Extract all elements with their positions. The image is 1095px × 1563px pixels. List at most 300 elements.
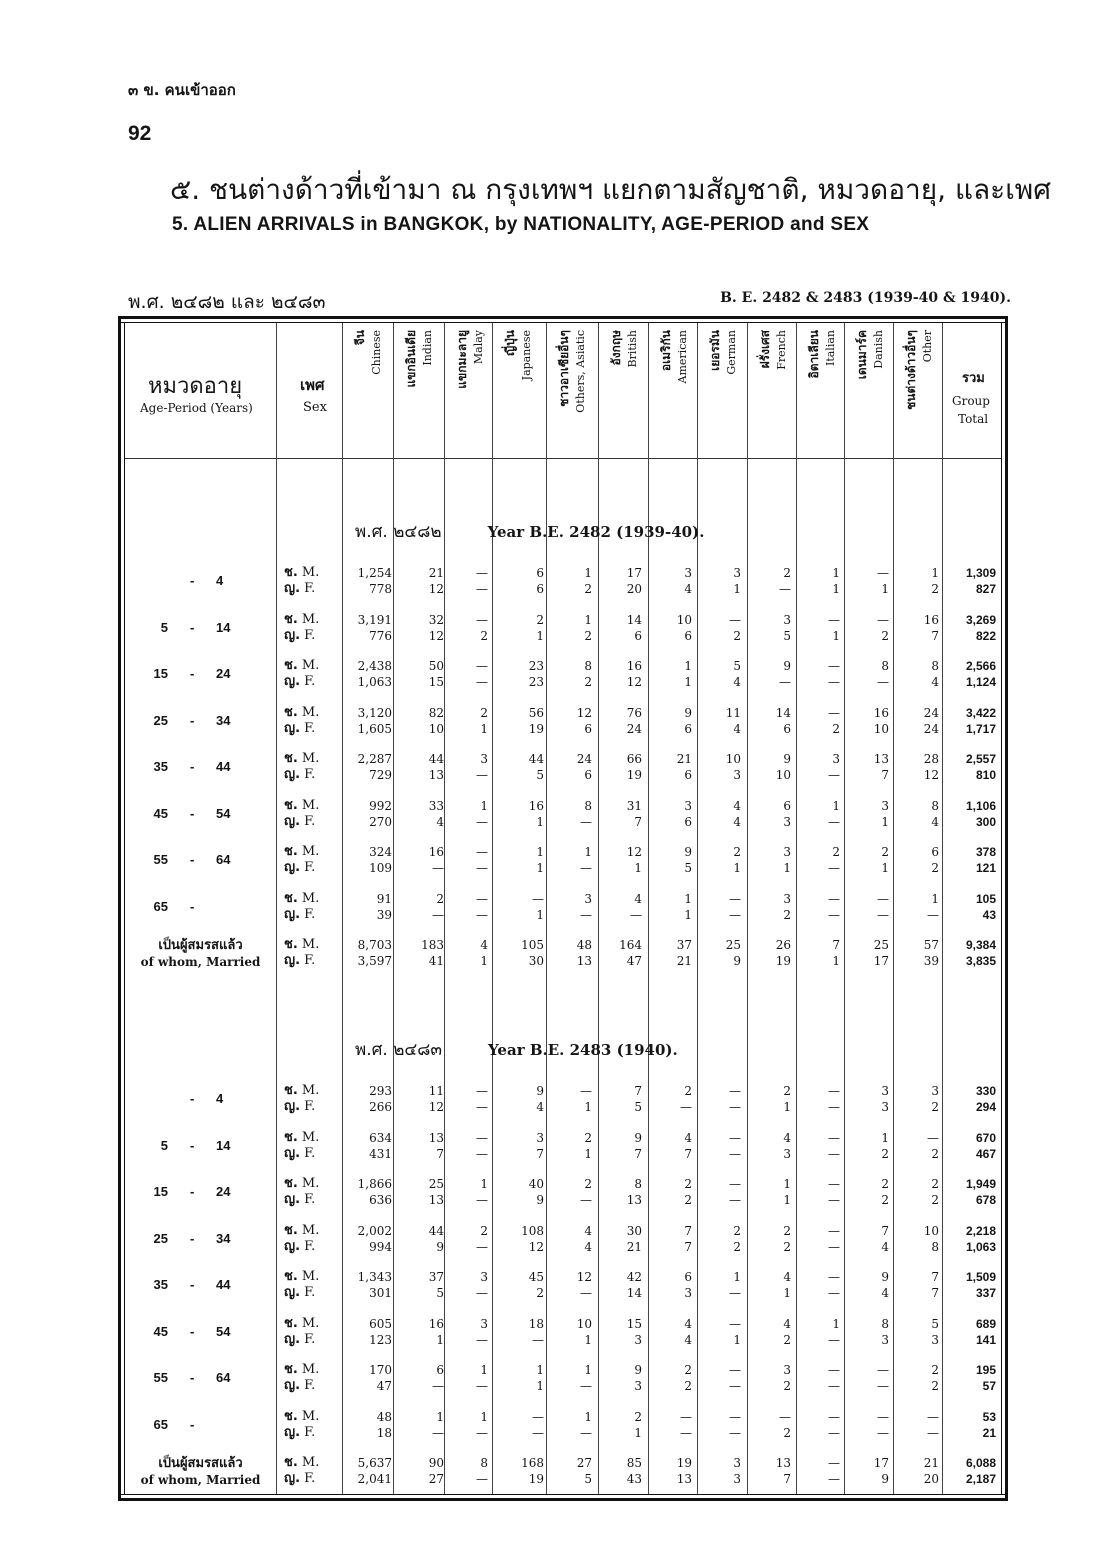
cell-male: 16	[873, 705, 889, 720]
table-cell	[697, 798, 741, 830]
cell-female: 12	[528, 1239, 544, 1254]
sex-thai: ช.	[284, 1083, 298, 1098]
cell-female: 1	[536, 1379, 544, 1393]
cell-male: 9	[684, 705, 692, 720]
group-total	[944, 705, 996, 737]
cell-male: 4	[480, 938, 488, 952]
sex-thai: ญ.	[284, 627, 301, 643]
cell-male: 3	[480, 1270, 488, 1284]
table-cell	[444, 844, 488, 876]
total-female: 822	[975, 628, 996, 643]
cell-female: 7	[436, 1146, 444, 1161]
cell-male: 57	[923, 938, 939, 952]
table-cell	[747, 891, 791, 923]
header-nationality	[652, 330, 692, 454]
table-cell	[796, 751, 840, 783]
sex-thai: ญ.	[284, 906, 301, 922]
age-to: 24	[216, 666, 231, 681]
cell-female: —	[828, 1239, 840, 1254]
cell-female: 2	[584, 628, 592, 643]
cell-male: —	[828, 1084, 840, 1098]
cell-female: 1	[832, 628, 840, 643]
cell-male: —	[877, 891, 889, 906]
table-cell	[895, 1455, 939, 1487]
cell-female: 10	[428, 721, 444, 736]
table-cell	[444, 612, 488, 644]
header-age-english: Age-Period (Years)	[140, 401, 253, 415]
header-nationality-thai: เดนมาร์ค	[854, 330, 869, 380]
cell-female: 1	[783, 1193, 791, 1207]
table-cell	[400, 751, 444, 783]
cell-female: —	[580, 1379, 592, 1393]
cell-female: —	[828, 1332, 840, 1347]
group-total	[944, 612, 996, 644]
table-cell	[895, 937, 939, 969]
table-cell	[348, 937, 392, 969]
table-cell	[697, 1130, 741, 1162]
table-cell	[796, 937, 840, 969]
header-nationality-thai: อเมริกัน	[658, 330, 673, 372]
sex-labels	[284, 1223, 339, 1255]
table-cell	[348, 751, 392, 783]
cell-male: 2	[536, 612, 544, 627]
cell-female: 17	[873, 954, 889, 968]
cell-female: 13	[626, 1193, 642, 1207]
cell-female: 12	[428, 1100, 444, 1114]
header-nationality-english: American	[675, 330, 689, 384]
cell-male: 8	[634, 1177, 642, 1191]
sex-female	[284, 674, 339, 690]
table-row	[0, 798, 1095, 832]
cell-male: 6	[536, 566, 544, 580]
sex-male	[284, 1176, 339, 1192]
cell-male: 2	[783, 566, 791, 580]
table-cell	[444, 1130, 488, 1162]
cell-female: 20	[923, 1472, 939, 1486]
cell-male: 3	[881, 798, 889, 813]
table-cell	[598, 658, 642, 690]
table-cell	[697, 1083, 741, 1115]
cell-female: 6	[684, 628, 692, 643]
sex-male	[284, 1269, 339, 1285]
cell-male: —	[476, 1130, 488, 1145]
cell-male: 3	[783, 1363, 791, 1377]
age-to: 34	[216, 1230, 231, 1246]
sex-male	[284, 844, 339, 860]
cell-male: 1	[436, 1409, 444, 1424]
table-cell	[648, 1223, 692, 1255]
table-cell	[348, 1409, 392, 1441]
cell-female: 1	[684, 675, 692, 689]
cell-female: 3	[684, 1286, 692, 1300]
table-cell	[348, 844, 392, 876]
cell-male: 2	[881, 845, 889, 859]
total-male: 1,509	[965, 1270, 996, 1284]
total-female: 294	[975, 1100, 996, 1114]
table-cell	[548, 798, 592, 830]
header-nationality-english: Danish	[871, 330, 885, 369]
cell-female: —	[580, 814, 592, 829]
header-nationality-english: Chinese	[369, 330, 383, 375]
cell-male: —	[532, 891, 544, 906]
cell-female: 30	[528, 954, 544, 968]
cell-male: 31	[626, 798, 642, 813]
table-row	[0, 891, 1095, 925]
cell-male: —	[476, 612, 488, 627]
cell-female: —	[729, 1379, 741, 1393]
header-total-english-1: Group	[952, 394, 990, 408]
cell-female: 2	[931, 861, 939, 875]
table-row	[0, 937, 1095, 971]
table-cell	[648, 565, 692, 597]
table-cell	[747, 798, 791, 830]
total-male: 670	[975, 1130, 996, 1145]
cell-female: 1,063	[357, 675, 392, 689]
table-cell	[500, 891, 544, 923]
cell-male: 2,002	[357, 1223, 392, 1238]
table-cell	[598, 891, 642, 923]
cell-male: 76	[626, 705, 642, 720]
cell-male: 44	[428, 752, 444, 766]
cell-female: 9	[733, 954, 741, 968]
table-cell	[648, 705, 692, 737]
cell-female: 39	[376, 907, 392, 922]
cell-male: 105	[521, 938, 544, 952]
cell-female: 5	[536, 768, 544, 782]
cell-male: 21	[428, 566, 444, 580]
cell-male: 2	[931, 1177, 939, 1191]
cell-female: —	[476, 814, 488, 829]
cell-male: 12	[576, 705, 592, 720]
cell-male: 2,438	[357, 659, 392, 673]
table-cell	[895, 1223, 939, 1255]
sex-english: F.	[304, 1424, 316, 1440]
age-to: 14	[216, 619, 231, 635]
cell-female: 2	[536, 1286, 544, 1300]
cell-female: 12	[923, 768, 939, 782]
cell-female: 1	[881, 814, 889, 829]
cell-male: 9	[634, 1363, 642, 1377]
cell-female: 8	[931, 1239, 939, 1254]
table-cell	[598, 565, 642, 597]
table-cell	[747, 1269, 791, 1301]
cell-female: 2	[881, 628, 889, 643]
age-dash: -	[190, 898, 195, 914]
cell-female: 6	[634, 628, 642, 643]
sex-english: M.	[301, 797, 320, 813]
cell-male: 1	[480, 1363, 488, 1377]
table-cell	[548, 612, 592, 644]
cell-male: 16	[923, 612, 939, 627]
table-cell	[648, 1362, 692, 1394]
header-nationality-english: German	[724, 330, 738, 375]
sex-female	[284, 628, 339, 644]
table-cell	[895, 658, 939, 690]
cell-female: —	[476, 861, 488, 875]
cell-female: —	[729, 1100, 741, 1114]
cell-male: 19	[676, 1456, 692, 1470]
table-cell	[648, 1176, 692, 1208]
table-cell	[648, 1409, 692, 1441]
table-cell	[500, 1269, 544, 1301]
sex-male	[284, 658, 339, 674]
cell-male: 1,254	[357, 566, 392, 580]
cell-male: 1	[536, 1363, 544, 1377]
cell-female: 7	[536, 1146, 544, 1161]
cell-female: —	[680, 1425, 692, 1440]
table-cell	[400, 565, 444, 597]
cell-male: 25	[428, 1177, 444, 1191]
table-cell	[500, 1130, 544, 1162]
cell-female: 3,597	[357, 954, 392, 968]
cell-female: 39	[923, 954, 939, 968]
cell-male: —	[828, 1223, 840, 1238]
cell-female: —	[476, 1332, 488, 1347]
cell-male: —	[729, 1409, 741, 1424]
cell-female: 19	[528, 1472, 544, 1486]
sex-male	[284, 565, 339, 581]
sex-english: F.	[304, 720, 316, 736]
sex-female	[284, 1099, 339, 1115]
table-cell	[845, 751, 889, 783]
header-nationality	[701, 330, 741, 454]
cell-female: 4	[881, 1239, 889, 1254]
sex-labels	[284, 1362, 339, 1394]
table-cell	[845, 937, 889, 969]
group-total	[944, 1223, 996, 1255]
table-cell	[348, 1176, 392, 1208]
table-cell	[598, 1455, 642, 1487]
sex-male	[284, 1409, 339, 1425]
age-from: 45	[153, 1323, 168, 1339]
sex-labels	[284, 1083, 339, 1115]
total-female: 57	[982, 1379, 996, 1393]
table-cell	[747, 1130, 791, 1162]
total-female: 300	[975, 814, 996, 829]
cell-female: 2	[684, 1193, 692, 1207]
age-dash: -	[190, 666, 195, 681]
cell-male: 1	[480, 1409, 488, 1424]
cell-female: 1	[733, 1332, 741, 1347]
age-dash: -	[190, 1370, 195, 1385]
table-cell	[845, 891, 889, 923]
cell-female: 2	[832, 721, 840, 736]
cell-female: 6	[536, 582, 544, 596]
table-cell	[747, 1083, 791, 1115]
total-female: 1,124	[965, 675, 996, 689]
cell-male: 82	[428, 705, 444, 720]
table-cell	[845, 1316, 889, 1348]
title-thai: ๕. ชนต่างด้าวที่เข้ามา ณ กรุงเทพฯ แยกตามสัญชาติ, หมวดอายุ, และเพศ	[170, 173, 1052, 206]
header-nationality	[346, 330, 386, 454]
group-total	[944, 1176, 996, 1208]
sex-english: F.	[304, 1192, 316, 1207]
sex-thai: ญ.	[284, 813, 301, 829]
cell-male: 45	[528, 1270, 544, 1284]
table-cell	[648, 844, 692, 876]
cell-female: 3	[634, 1332, 642, 1347]
table-cell	[400, 1083, 444, 1115]
header-nationality	[550, 330, 590, 454]
cell-female: 10	[873, 721, 889, 736]
cell-male: 6	[931, 845, 939, 859]
header-nationality-thai: อังกฤษ	[608, 330, 623, 366]
sex-thai: ช.	[284, 937, 298, 952]
group-total	[944, 1409, 996, 1441]
age-to: 24	[216, 1184, 231, 1199]
cell-female: 6	[684, 814, 692, 829]
cell-female: —	[476, 675, 488, 689]
age-dash: -	[190, 1323, 195, 1339]
cell-female: —	[432, 907, 444, 922]
cell-female: 5	[436, 1286, 444, 1300]
header-nationality-thai: ฝรั่งเศส	[757, 330, 772, 369]
table-cell	[348, 1269, 392, 1301]
cell-male: —	[476, 659, 488, 673]
total-male: 1,949	[965, 1177, 996, 1191]
sex-english: F.	[304, 906, 316, 922]
cell-male: —	[927, 1130, 939, 1145]
cell-male: 3	[733, 566, 741, 580]
total-female: 467	[975, 1146, 996, 1161]
sex-english: M.	[301, 565, 320, 580]
cell-male: 1	[931, 566, 939, 580]
cell-female: 1	[733, 861, 741, 875]
sex-thai: ช.	[284, 1362, 298, 1377]
cell-female: —	[476, 1239, 488, 1254]
cell-male: 40	[528, 1177, 544, 1191]
table-cell	[697, 844, 741, 876]
cell-female: 6	[783, 721, 791, 736]
table-cell	[648, 937, 692, 969]
cell-female: 4	[733, 675, 741, 689]
sex-english: M.	[301, 658, 320, 673]
cell-male: 2	[733, 1223, 741, 1238]
cell-female: 4	[684, 1332, 692, 1347]
age-from: 25	[153, 712, 168, 728]
cell-male: 1	[881, 1130, 889, 1145]
cell-female: 20	[626, 582, 642, 596]
header-nationality-english: British	[625, 330, 639, 368]
header-nationality	[448, 330, 488, 454]
cell-male: 2	[783, 1223, 791, 1238]
cell-male: 2	[480, 1223, 488, 1238]
cell-female: —	[828, 768, 840, 782]
cell-male: 14	[775, 705, 791, 720]
header-nationality-english: Others, Asiatic	[573, 330, 587, 413]
cell-male: 17	[626, 566, 642, 580]
cell-female: —	[828, 907, 840, 922]
sex-labels	[284, 937, 339, 969]
sex-thai: ช.	[284, 797, 298, 813]
sex-english: M.	[301, 1408, 320, 1424]
cell-male: 1	[536, 845, 544, 859]
cell-female: 7	[684, 1146, 692, 1161]
section-year-english: Year B.E. 2483 (1940).	[488, 1041, 678, 1059]
cell-male: 23	[528, 659, 544, 673]
sex-labels	[284, 658, 339, 690]
cell-male: 13	[775, 1456, 791, 1470]
cell-female: 3	[881, 1100, 889, 1114]
sex-english: F.	[304, 953, 316, 968]
cell-female: —	[729, 1146, 741, 1161]
cell-male: —	[476, 1084, 488, 1098]
cell-male: 4	[684, 1316, 692, 1331]
cell-female: 1	[684, 907, 692, 922]
cell-female: 1	[584, 1332, 592, 1347]
table-cell	[548, 658, 592, 690]
table-cell	[747, 1455, 791, 1487]
table-cell	[598, 1083, 642, 1115]
cell-male: —	[729, 1130, 741, 1145]
cell-male: 2	[832, 845, 840, 859]
cell-male: 16	[428, 1316, 444, 1331]
cell-male: 1	[832, 798, 840, 813]
table-cell	[747, 1409, 791, 1441]
table-cell	[895, 1176, 939, 1208]
header-nationality-thai: จีน	[352, 330, 367, 346]
sex-thai: ญ.	[284, 1331, 301, 1347]
header-nationality-english: Other	[920, 330, 934, 363]
sex-english: M.	[301, 611, 320, 627]
cell-female: 47	[376, 1379, 392, 1393]
age-to: 64	[216, 852, 231, 867]
sex-thai: ช.	[284, 565, 298, 580]
cell-male: 3	[480, 752, 488, 766]
sex-thai: ญ.	[284, 1378, 301, 1393]
cell-male: 1	[480, 1177, 488, 1191]
table-cell	[548, 1316, 592, 1348]
cell-female: 12	[428, 628, 444, 643]
table-cell	[598, 937, 642, 969]
cell-female: 6	[684, 721, 692, 736]
sex-labels	[284, 1455, 339, 1487]
table-cell	[895, 1316, 939, 1348]
cell-female: —	[580, 1193, 592, 1207]
married-label-thai: เป็นผู้สมรสแล้ว	[158, 938, 243, 953]
cell-female: 2	[931, 1193, 939, 1207]
table-cell	[796, 1455, 840, 1487]
sex-labels	[284, 1269, 339, 1301]
sex-thai: ญ.	[284, 1145, 301, 1161]
title-english: 5. ALIEN ARRIVALS in BANGKOK, by NATIONALITY, AGE-PERIOD and SEX	[172, 214, 870, 235]
cell-male: 12	[576, 1270, 592, 1284]
table-cell	[845, 612, 889, 644]
table-cell	[444, 1083, 488, 1115]
age-from: 55	[153, 852, 168, 867]
cell-female: —	[877, 675, 889, 689]
table-cell	[444, 1362, 488, 1394]
age-to: 44	[216, 1277, 231, 1292]
header-nationality-english: Indian	[420, 330, 434, 366]
sex-thai: ช.	[284, 704, 298, 720]
married-label	[128, 1455, 273, 1489]
table-cell	[697, 1269, 741, 1301]
cell-male: 4	[783, 1316, 791, 1331]
cell-male: 4	[684, 1130, 692, 1145]
cell-female: 43	[626, 1472, 642, 1486]
cell-female: 1	[536, 861, 544, 875]
age-dash: -	[190, 759, 195, 774]
cell-male: 108	[521, 1223, 544, 1238]
cell-male: 2	[584, 1130, 592, 1145]
cell-male: 18	[528, 1316, 544, 1331]
cell-male: 26	[775, 938, 791, 952]
group-total	[944, 891, 996, 923]
cell-male: 32	[428, 612, 444, 627]
table-cell	[348, 612, 392, 644]
sex-male	[284, 1130, 339, 1146]
